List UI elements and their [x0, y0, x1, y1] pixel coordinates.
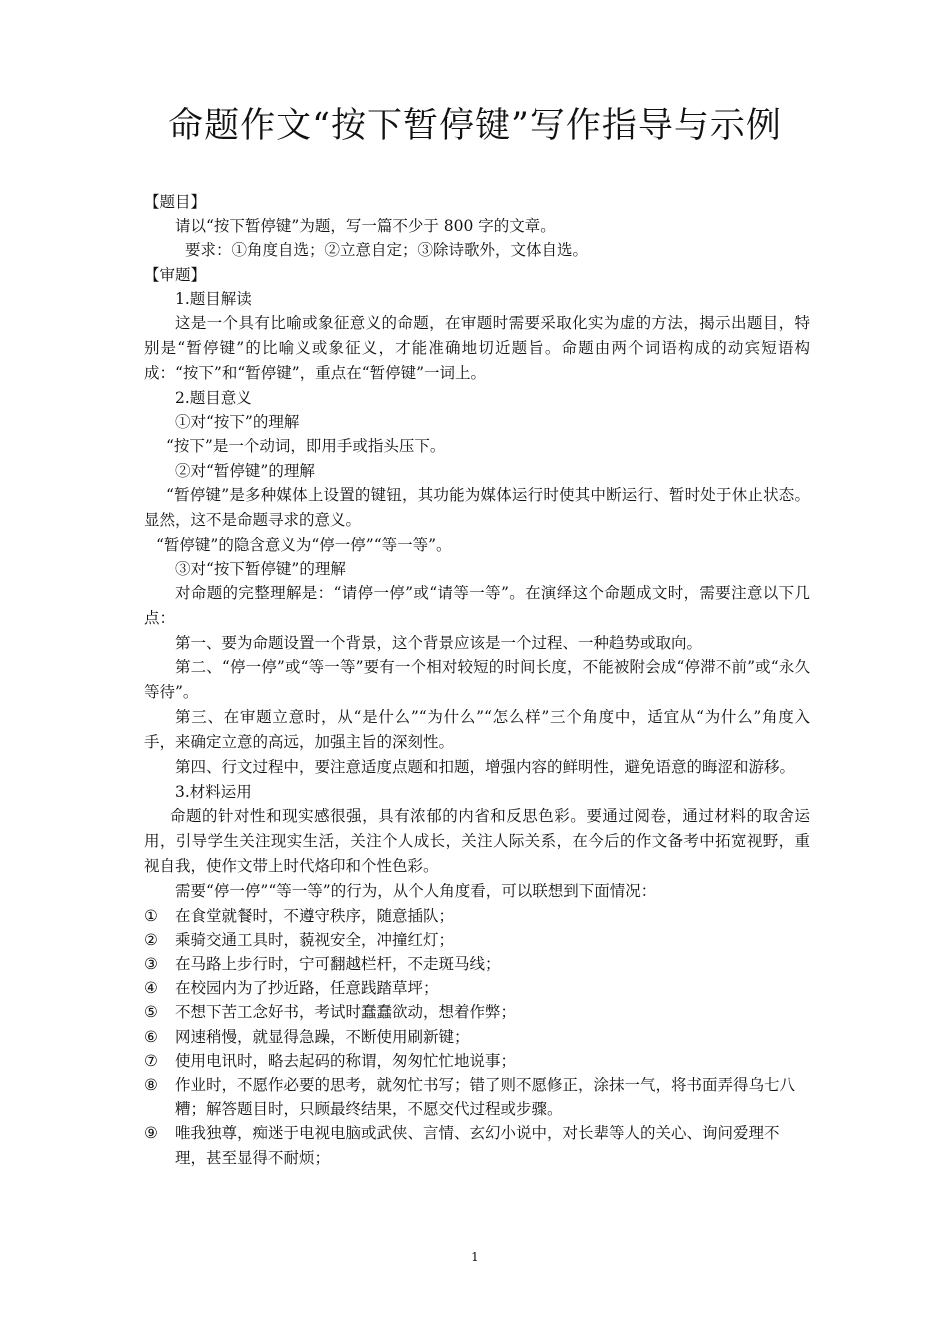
list-item-text: 不想下苦工念好书，考试时蠢蠢欲动，想着作弊； — [175, 1003, 517, 1022]
document-body — [144, 190, 810, 1170]
list-item-number: ③ — [144, 955, 158, 974]
list-item — [144, 928, 810, 952]
heading-1: 1.题目解读 — [175, 289, 252, 308]
subheading-2: ②对“暂停键”的理解 — [175, 461, 315, 480]
list-item — [144, 952, 810, 976]
topic-line-2: 要求：①角度自选；②立意自定；③除诗歌外，文体自选。 — [185, 241, 589, 260]
heading-3: 3.材料运用 — [175, 783, 252, 802]
list-item-number: ⑨ — [144, 1124, 158, 1143]
list-item — [144, 976, 810, 1000]
subheading-2-text: “暂停键”是多种媒体上设置的键钮，其功能为媒体运行时使其中断运行、暂时处于休止状态。显然，这不是命题寻求的意义。 — [144, 485, 810, 529]
list-item-text: 唯我独尊，痴迷于电视电脑或武侠、言情、玄幻小说中，对长辈等人的关心、询问爱理不理，甚至显得不耐烦； — [175, 1124, 780, 1167]
list-item — [144, 1025, 810, 1049]
paragraph-1: 这是一个具有比喻或象征意义的命题，在审题时需要采取化实为虚的方法，揭示出题目，特别是“暂停键”的比喻义或象征义，才能准确地切近题旨。命题由两个词语构成的动宾短语构成：“按下”和“暂停键”，重点在“暂停键”一词上。 — [144, 313, 810, 382]
list-item — [144, 904, 810, 928]
list-item-text: 在马路上步行时，宁可翻越栏杆，不走斑马线； — [175, 955, 501, 974]
subheading-1: ①对“按下”的理解 — [175, 413, 300, 432]
list-item-number: ⑧ — [144, 1076, 158, 1095]
list-item-text: 网速稍慢，就显得急躁，不断使用刷新键； — [175, 1027, 470, 1046]
list-item-text: 在校园内为了抄近路，任意践踏草坪； — [175, 979, 439, 998]
situation-list — [144, 904, 810, 1170]
list-item-number: ⑤ — [144, 1003, 158, 1022]
list-item-text: 作业时，不愿作必要的思考，就匆忙书写；错了则不愿修正，涂抹一气，将书面弄得乌七八糟；解答题目时，只顾最终结果，不愿交代过程或步骤。 — [175, 1076, 796, 1119]
list-item — [144, 1121, 810, 1169]
list-item-number: ④ — [144, 979, 158, 998]
list-item — [144, 1049, 810, 1073]
point-2: 第二、“停一停”或“等一等”要有一个相对较短的时间长度，不能被附会成“停滞不前”或“永久等待”。 — [144, 658, 810, 702]
point-3: 第三、在审题立意时，从“是什么”“为什么”“怎么样”三个角度中，适宜从“为什么”角度入手，来确定立意的高远，加强主旨的深刻性。 — [144, 708, 810, 752]
material-paragraph-2: 需要“停一停”“等一等”的行为，从个人角度看，可以联想到下面情况： — [175, 882, 657, 901]
list-item — [144, 1000, 810, 1024]
topic-line-1: 请以“按下暂停键”为题，写一篇不少于 800 字的文章。 — [175, 217, 556, 236]
subheading-3-text: 对命题的完整理解是：“请停一停”或“请等一等”。在演绎这个命题成文时，需要注意以下几点： — [144, 584, 810, 628]
document-title: 命题作文“按下暂停键”写作指导与示例 — [168, 106, 782, 146]
subheading-2-text-2: “暂停键”的隐含意义为“停一停”“等一等”。 — [156, 535, 452, 554]
point-1: 第一、要为命题设置一个背景，这个背景应该是一个过程、一种趋势或取向。 — [175, 634, 703, 653]
list-item-number: ⑦ — [144, 1051, 158, 1070]
list-item — [144, 1073, 810, 1121]
list-item-number: ⑥ — [144, 1027, 158, 1046]
analysis-header: 【审题】 — [144, 265, 207, 284]
page-number: 1 — [471, 1250, 479, 1264]
subheading-1-text: “按下”是一个动词，即用手或指头压下。 — [166, 437, 446, 456]
list-item-number: ① — [144, 906, 158, 925]
topic-header: 【题目】 — [144, 193, 207, 211]
material-paragraph-1: 命题的针对性和现实感很强，具有浓郁的内省和反思色彩。要通过阅卷，通过材料的取舍运用，引导学生关注现实生活，关注个人成长，关注人际关系，在今后的作文备考中拓宽视野，重视自我，使作文带上时代烙印和个性色彩。 — [144, 807, 810, 876]
list-item-text: 在食堂就餐时，不遵守秩序，随意插队； — [175, 906, 455, 925]
list-item-number: ② — [144, 930, 158, 949]
list-item-text: 使用电讯时，略去起码的称谓，匆匆忙忙地说事； — [175, 1051, 517, 1070]
heading-2: 2.题目意义 — [175, 388, 252, 407]
point-4: 第四、行文过程中，要注意适度点题和扣题，增强内容的鲜明性，避免语意的晦涩和游移。 — [175, 758, 796, 777]
list-item-text: 乘骑交通工具时，藐视安全，冲撞红灯； — [175, 930, 455, 949]
subheading-3: ③对“按下暂停键”的理解 — [175, 559, 346, 578]
